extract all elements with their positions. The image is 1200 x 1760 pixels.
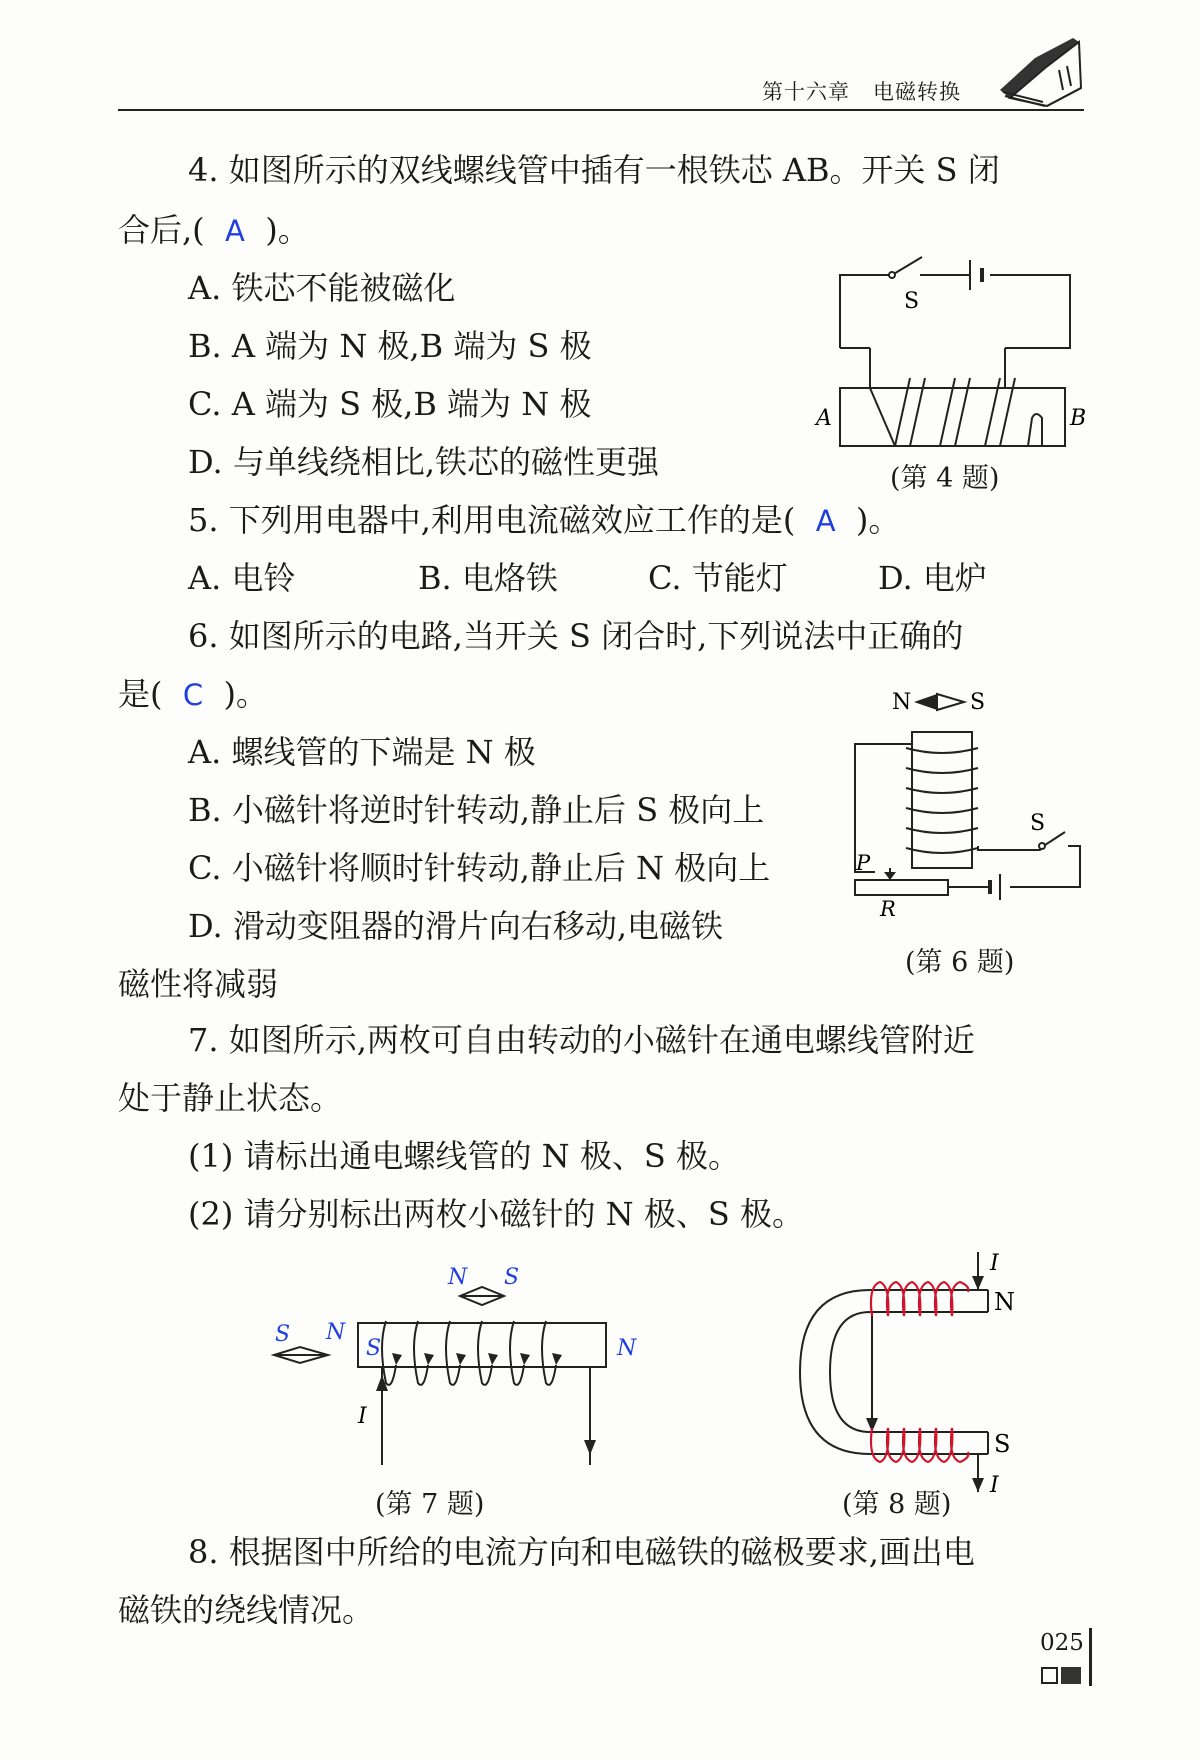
q4-answer: A — [225, 214, 245, 248]
q7-top-needle-s: S — [504, 1265, 520, 1290]
q6-stem-suffix: )。 — [223, 675, 268, 713]
q4-stem-suffix: )。 — [265, 211, 310, 249]
q7-coil-right-pole: N — [617, 1336, 637, 1361]
q4-option-d: D. 与单线绕相比,铁芯的磁性更强 — [188, 443, 660, 481]
q5-answer: A — [815, 504, 836, 538]
q6-option-c: C. 小磁针将顺时针转动,静止后 N 极向上 — [188, 849, 771, 887]
q6-stem-line1: 6. 如图所示的电路,当开关 S 闭合时,下列说法中正确的 — [188, 617, 964, 655]
q8-stem-line2: 磁铁的绕线情况。 — [118, 1591, 375, 1629]
q6-stem-prefix: 是( — [118, 675, 163, 713]
q6-stem-line2 — [118, 674, 268, 715]
q7-coil-left-pole: S — [366, 1336, 382, 1361]
q5-stem-prefix: 5. 下列用电器中,利用电流磁效应工作的是( — [188, 501, 796, 539]
q7-sub2: (2) 请分别标出两枚小磁针的 N 极、S 极。 — [188, 1195, 804, 1233]
page-marker-outline — [1041, 1667, 1058, 1684]
q7-figure — [260, 1255, 660, 1480]
q7-sub1: (1) 请标出通电螺线管的 N 极、S 极。 — [188, 1137, 740, 1175]
q4-switch-label: S — [904, 289, 920, 314]
q7-current-label: I — [358, 1404, 367, 1429]
q8-figure — [780, 1242, 1030, 1502]
q5-option-d: D. 电炉 — [878, 559, 987, 597]
header-divider — [118, 109, 1084, 111]
q6-slider-label: P — [856, 851, 871, 875]
q4-option-a: A. 铁芯不能被磁化 — [188, 269, 456, 307]
q6-switch-label: S — [1030, 811, 1046, 836]
q5-option-c: C. 节能灯 — [648, 559, 788, 597]
chapter-number: 第十六章 — [762, 80, 850, 104]
q6-option-a: A. 螺线管的下端是 N 极 — [188, 733, 536, 771]
page-number: 025 — [1040, 1630, 1084, 1656]
q8-stem-line1: 8. 根据图中所给的电流方向和电磁铁的磁极要求,画出电 — [188, 1533, 975, 1571]
q5-option-a: A. 电铃 — [188, 559, 296, 597]
q5-option-b: B. 电烙铁 — [418, 559, 558, 597]
q7-left-needle-n: N — [326, 1320, 346, 1345]
page-marker-filled — [1061, 1667, 1081, 1684]
q8-top-pole: N — [994, 1288, 1015, 1316]
q6-figure — [840, 680, 1090, 920]
q8-caption: (第 8 题) — [842, 1489, 952, 1520]
q7-top-needle-n: N — [448, 1265, 468, 1290]
q4-figure — [800, 240, 1100, 460]
q6-needle-s-label: S — [970, 690, 986, 715]
q8-bottom-pole: S — [994, 1430, 1011, 1458]
q7-caption: (第 7 题) — [375, 1489, 485, 1520]
chapter-title: 电磁转换 — [873, 80, 962, 104]
q6-needle-n-label: N — [892, 690, 912, 715]
q6-answer: C — [182, 678, 204, 712]
q4-stem-line2 — [118, 210, 310, 251]
q4-option-c: C. A 端为 S 极,B 端为 N 极 — [188, 385, 592, 423]
q4-end-b-label: B — [1070, 406, 1087, 431]
q6-rheostat-label: R — [880, 897, 896, 920]
q4-stem-line1: 4. 如图所示的双线螺线管中插有一根铁芯 AB。开关 S 闭 — [188, 151, 1000, 189]
q4-option-b: B. A 端为 N 极,B 端为 S 极 — [188, 327, 592, 365]
q6-caption: (第 6 题) — [905, 947, 1015, 978]
page-number-bar — [1089, 1628, 1092, 1686]
q4-stem-prefix: 合后,( — [118, 211, 205, 249]
q8-current-bottom: I — [990, 1473, 999, 1498]
q7-stem-line2: 处于静止状态。 — [118, 1079, 343, 1117]
book-icon — [995, 28, 1085, 108]
q7-stem-line1: 7. 如图所示,两枚可自由转动的小磁针在通电螺线管附近 — [188, 1021, 975, 1059]
q8-current-top: I — [990, 1251, 999, 1276]
q4-end-a-label: A — [816, 406, 832, 431]
chapter-header — [762, 76, 961, 106]
q5-stem — [188, 500, 900, 541]
q6-option-b: B. 小磁针将逆时针转动,静止后 S 极向上 — [188, 791, 765, 829]
q6-option-d-continued: 磁性将减弱 — [118, 965, 279, 1003]
q4-caption: (第 4 题) — [890, 463, 1000, 494]
q5-stem-suffix: )。 — [855, 501, 901, 539]
q7-left-needle-s: S — [275, 1322, 291, 1347]
q6-option-d: D. 滑动变阻器的滑片向右移动,电磁铁 — [188, 907, 724, 945]
